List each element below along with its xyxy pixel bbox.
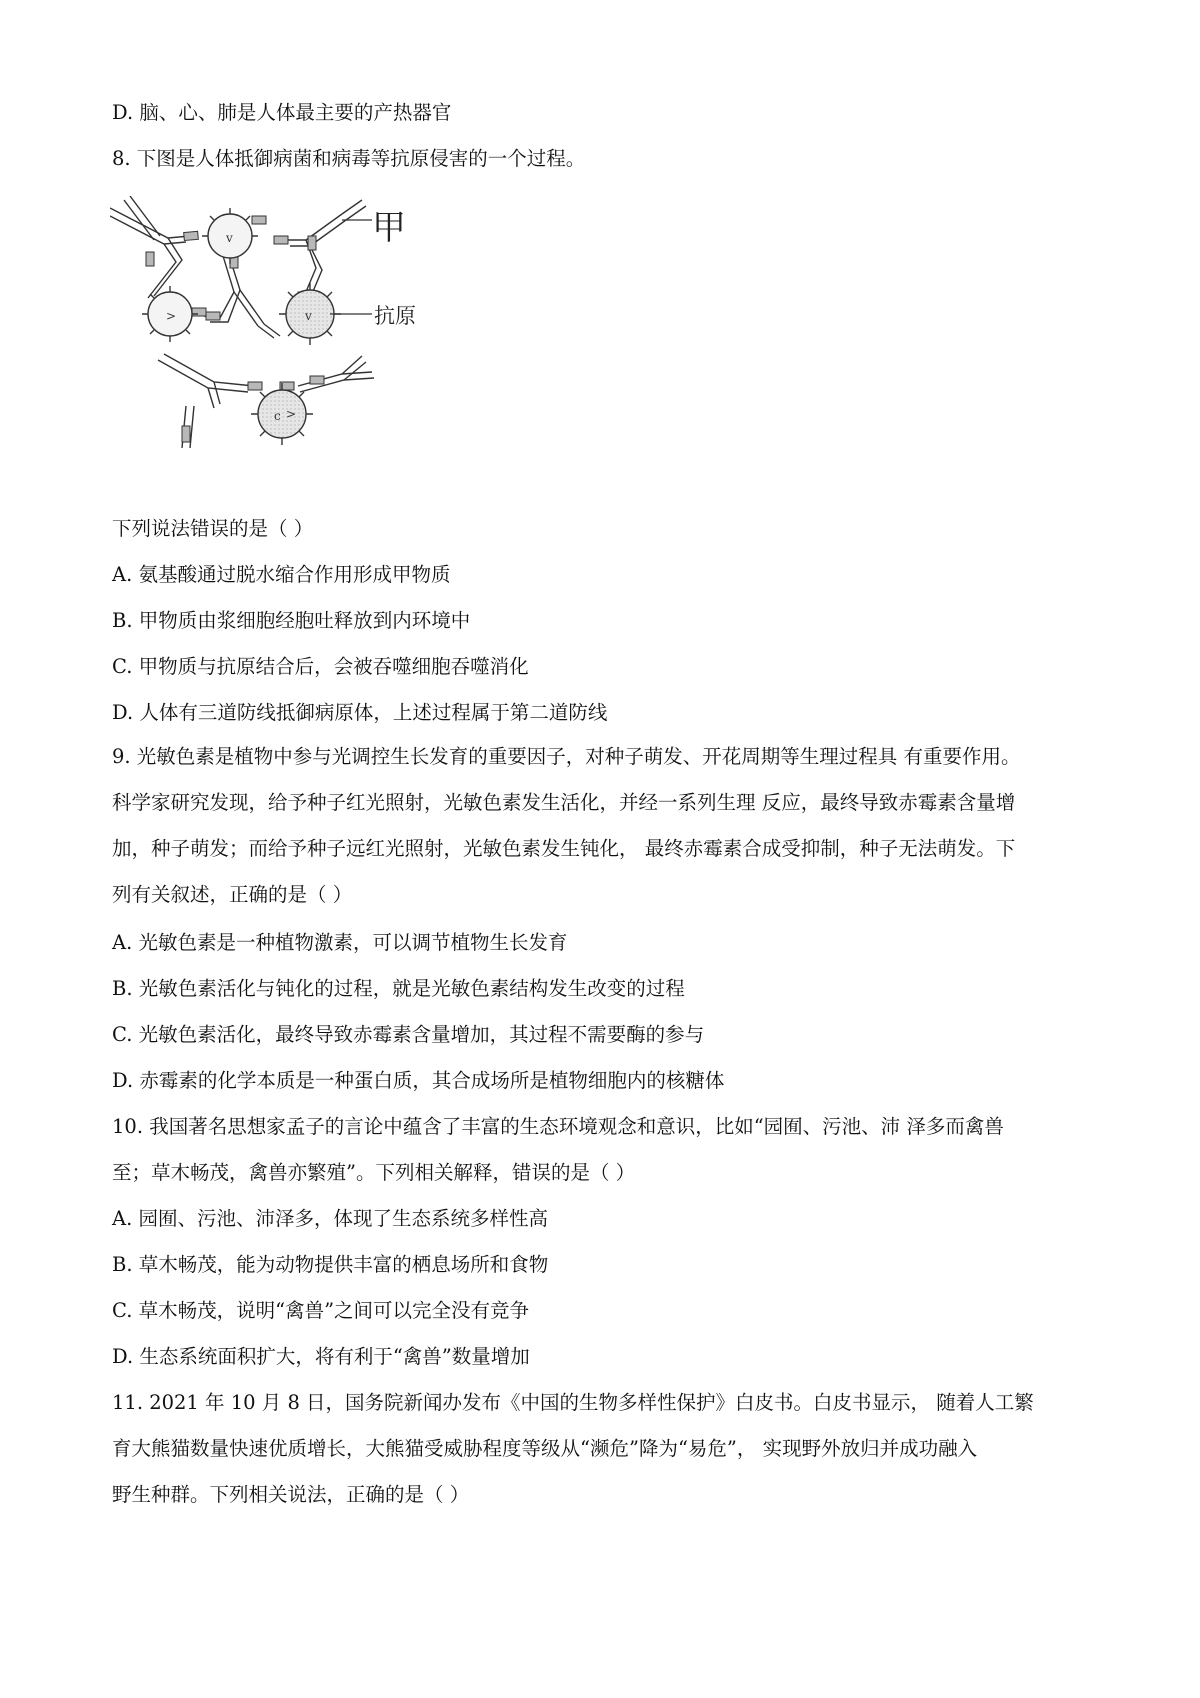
antibody-antigen-figure xyxy=(110,196,460,492)
q8-stem: 8. 下图是人体抵御病菌和病毒等抗原侵害的一个过程。 xyxy=(112,147,586,170)
q9-stem-line-3: 加，种子萌发；而给予种子远红光照射，光敏色素发生钝化， 最终赤霉素合成受抑制，种子无法萌发。下 xyxy=(112,837,1016,860)
svg-text:v: v xyxy=(226,231,233,245)
q8-option-d: D. 人体有三道防线抵御病原体，上述过程属于第二道防线 xyxy=(112,701,608,724)
antigen-bottom xyxy=(251,383,313,445)
figure-label-jia: 甲 xyxy=(372,208,406,248)
antigen-top xyxy=(202,208,258,264)
q9-option-c: C. 光敏色素活化，最终导致赤霉素含量增加，其过程不需要酶的参与 xyxy=(112,1023,705,1046)
q9-stem-line-1: 9. 光敏色素是植物中参与光调控生长发育的重要因子，对种子萌发、开花周期等生理过程具 有重要作用。 xyxy=(112,745,1021,768)
svg-text:v: v xyxy=(305,309,312,323)
q8-option-a: A. 氨基酸通过脱水缩合作用形成甲物质 xyxy=(112,563,451,586)
q11-stem-line-2: 育大熊猫数量快速优质增长，大熊猫受威胁程度等级从“濒危”降为“易危”， 实现野外放归并成功融入 xyxy=(112,1437,978,1460)
q10-option-a: A. 园囿、污池、沛泽多，体现了生态系统多样性高 xyxy=(112,1207,548,1230)
q10-option-b: B. 草木畅茂，能为动物提供丰富的栖息场所和食物 xyxy=(112,1253,549,1276)
svg-text:>: > xyxy=(286,407,297,421)
q8-option-b: B. 甲物质由浆细胞经胞吐释放到内环境中 xyxy=(112,609,471,632)
q7-option-d: D. 脑、心、肺是人体最主要的产热器官 xyxy=(112,101,452,124)
antibody-antigen-diagram xyxy=(110,196,460,492)
svg-text:c: c xyxy=(274,409,281,423)
svg-text:>: > xyxy=(166,309,177,323)
antigen-left xyxy=(142,286,198,342)
q10-option-d: D. 生态系统面积扩大，将有利于“禽兽”数量增加 xyxy=(112,1345,530,1368)
q8-prompt: 下列说法错误的是（ ） xyxy=(112,517,314,540)
q9-option-a: A. 光敏色素是一种植物激素，可以调节植物生长发育 xyxy=(112,931,568,954)
q10-stem-line-1: 10. 我国著名思想家孟子的言论中蕴含了丰富的生态环境观念和意识，比如“园囿、污池、沛 泽多而禽兽 xyxy=(112,1115,1004,1138)
q11-stem-line-3: 野生种群。下列相关说法，正确的是（ ） xyxy=(112,1483,470,1506)
q10-option-c: C. 草木畅茂，说明“禽兽”之间可以完全没有竞争 xyxy=(112,1299,530,1322)
q9-stem-line-4: 列有关叙述，正确的是（ ） xyxy=(112,883,353,906)
figure-label-antigen: 抗原 xyxy=(374,304,416,328)
q9-option-d: D. 赤霉素的化学本质是一种蛋白质，其合成场所是植物细胞内的核糖体 xyxy=(112,1069,725,1092)
label-leaders xyxy=(330,220,372,314)
q11-stem-line-1: 11. 2021 年 10 月 8 日，国务院新闻办发布《中国的生物多样性保护》白皮书。白皮书显示， 随着人工繁 xyxy=(112,1391,1034,1414)
q10-stem-line-2: 至；草木畅茂，禽兽亦繁殖”。下列相关解释，错误的是（ ） xyxy=(112,1161,636,1184)
q9-option-b: B. 光敏色素活化与钝化的过程，就是光敏色素结构发生改变的过程 xyxy=(112,977,685,1000)
q8-option-c: C. 甲物质与抗原结合后，会被吞噬细胞吞噬消化 xyxy=(112,655,529,678)
q9-stem-line-2: 科学家研究发现，给予种子红光照射，光敏色素发生活化，并经一系列生理 反应，最终导致赤霉素含量增 xyxy=(112,791,1016,814)
